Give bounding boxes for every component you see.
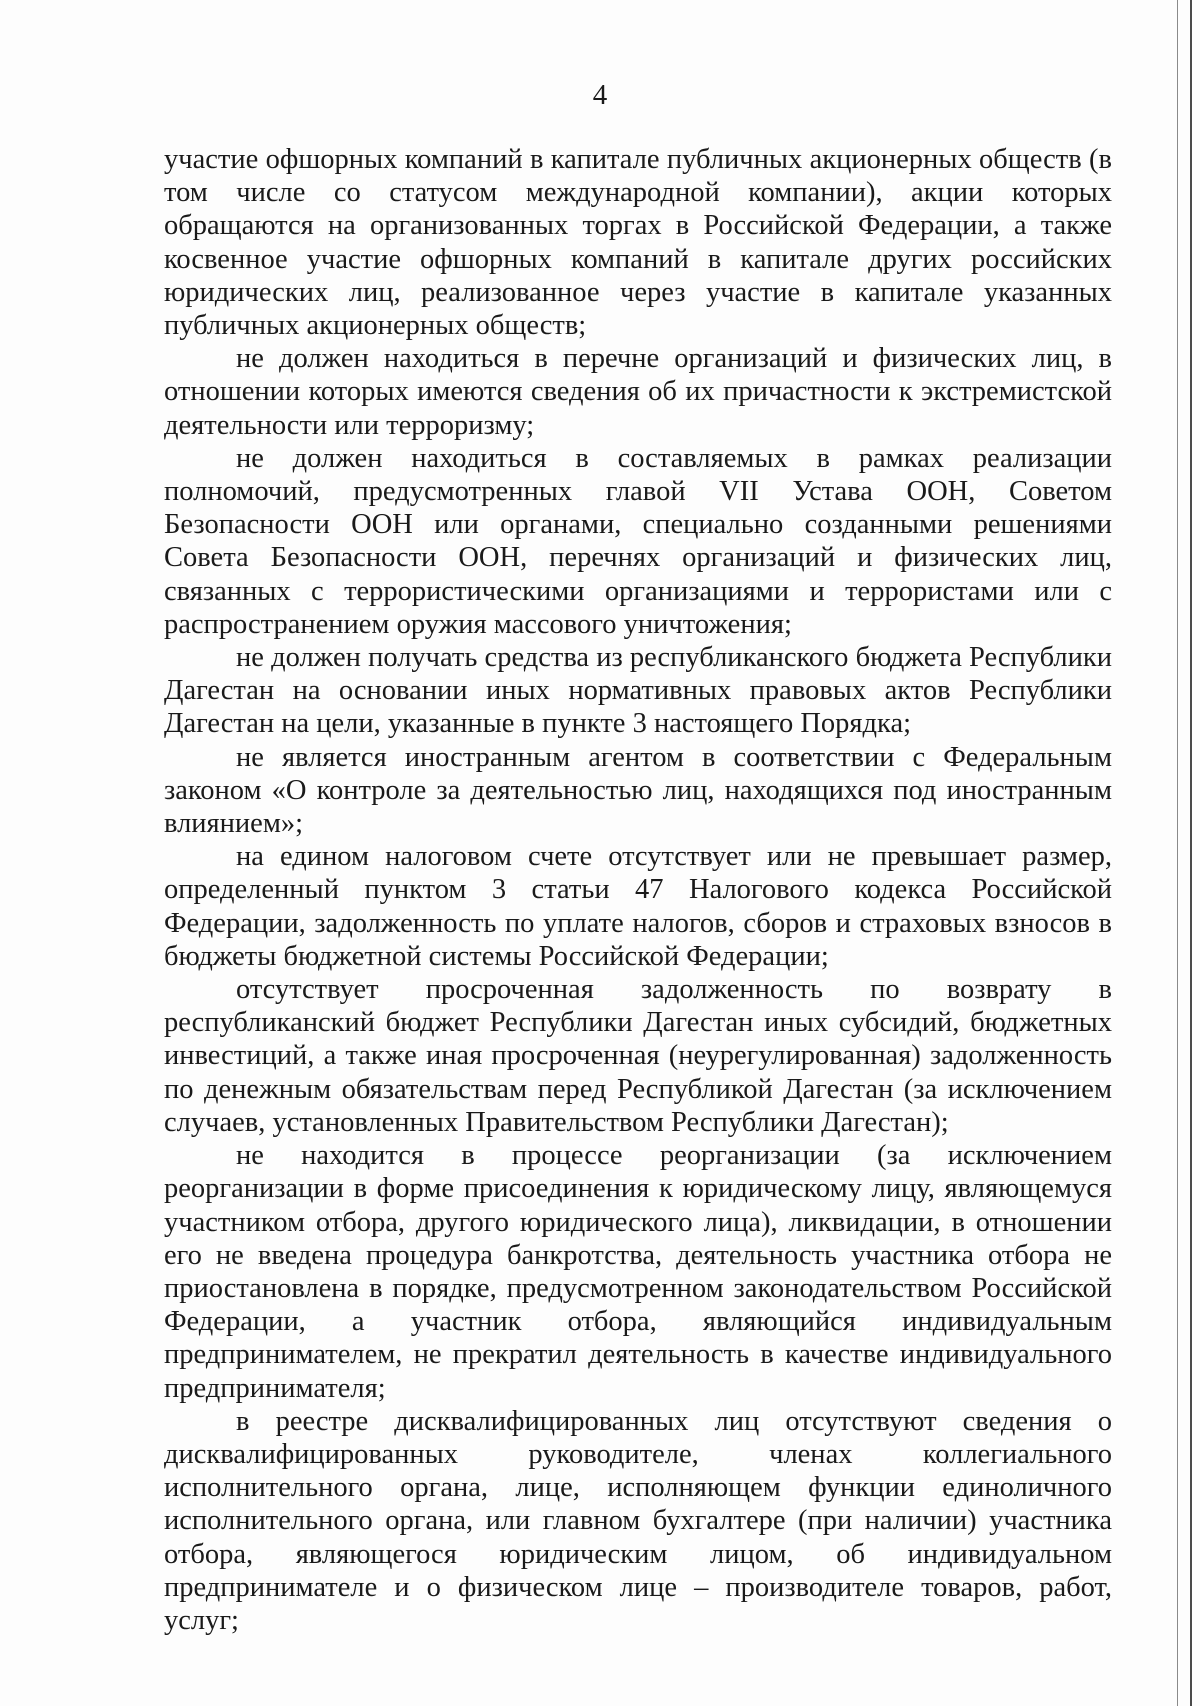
paragraph: в реестре дисквалифицированных лиц отсутствуют сведения о дисквалифицированных руководителе, членах коллегиального исполнительного органа, лице, исполняющем функции единоличного исполнительного органа, или главном бухгалтере (при наличии) участника отбора, являющегося юридическим лицом, об индивидуальном предпринимателе и о физическом лице – производителе товаров, работ, услуг; [164,1405,1112,1636]
paragraph: участие офшорных компаний в капитале публичных акционерных обществ (в том числе со статусом международной компании), акции которых обращаются на организованных торгах в Российской Федерации, а также косвенное участие офшорных компаний в капитале других российских юридических лиц, реализованное через участие в капитале указанных публичных акционерных обществ; [164,144,1112,342]
paragraph: не должен находиться в составляемых в рамках реализации полномочий, предусмотренных главой VII Устава ООН, Советом Безопасности ООН или органами, специально созданными решениями Совета Безопасности ООН, перечнях организаций и физических лиц, связанных с террористическими организациями и террористами или с распространением оружия массового уничтожения; [164,442,1112,640]
paragraph: не должен находиться в перечне организаций и физических лиц, в отношении которых имеются сведения об их причастности к экстремистской деятельности или терроризму; [164,343,1112,441]
paragraph: не является иностранным агентом в соответствии с Федеральным законом «О контроле за деятельностью лиц, находящихся под иностранным влиянием»; [164,741,1112,840]
document-body [164,143,1112,1637]
paragraph: не находится в процессе реорганизации (за исключением реорганизации в форме присоединения к юридическому лицу, являющемуся участником отбора, другого юридического лица), ликвидации, в отношении его не введена процедура банкротства, деятельность участника отбора не приостановлена в порядке, предусмотренном законодательством Российской Федерации, а участник отбора, являющийся индивидуальным предпринимателем, не прекратил деятельность в качестве индивидуального предпринимателя; [164,1140,1112,1404]
scan-edge-border [1190,0,1192,1706]
paragraph: на едином налоговом счете отсутствует или не превышает размер, определенный пунктом 3 статьи 47 Налогового кодекса Российской Федерации, задолженность по уплате налогов, сборов и страховых взносов в бюджеты бюджетной системы Российской Федерации; [164,841,1112,972]
paragraph: не должен получать средства из республиканского бюджета Республики Дагестан на основании иных нормативных правовых актов Республики Дагестан на цели, указанные в пункте 3 настоящего Порядка; [164,642,1112,740]
paragraph: отсутствует просроченная задолженность по возврату в республиканский бюджет Республики Дагестан иных субсидий, бюджетных инвестиций, а также иная просроченная (неурегулированная) задолженность по денежным обязательствам перед Республикой Дагестан (за исключением случаев, установленных Правительством Республики Дагестан); [164,974,1112,1138]
page-number: 4 [592,79,608,111]
scan-edge-line [1177,0,1178,1706]
